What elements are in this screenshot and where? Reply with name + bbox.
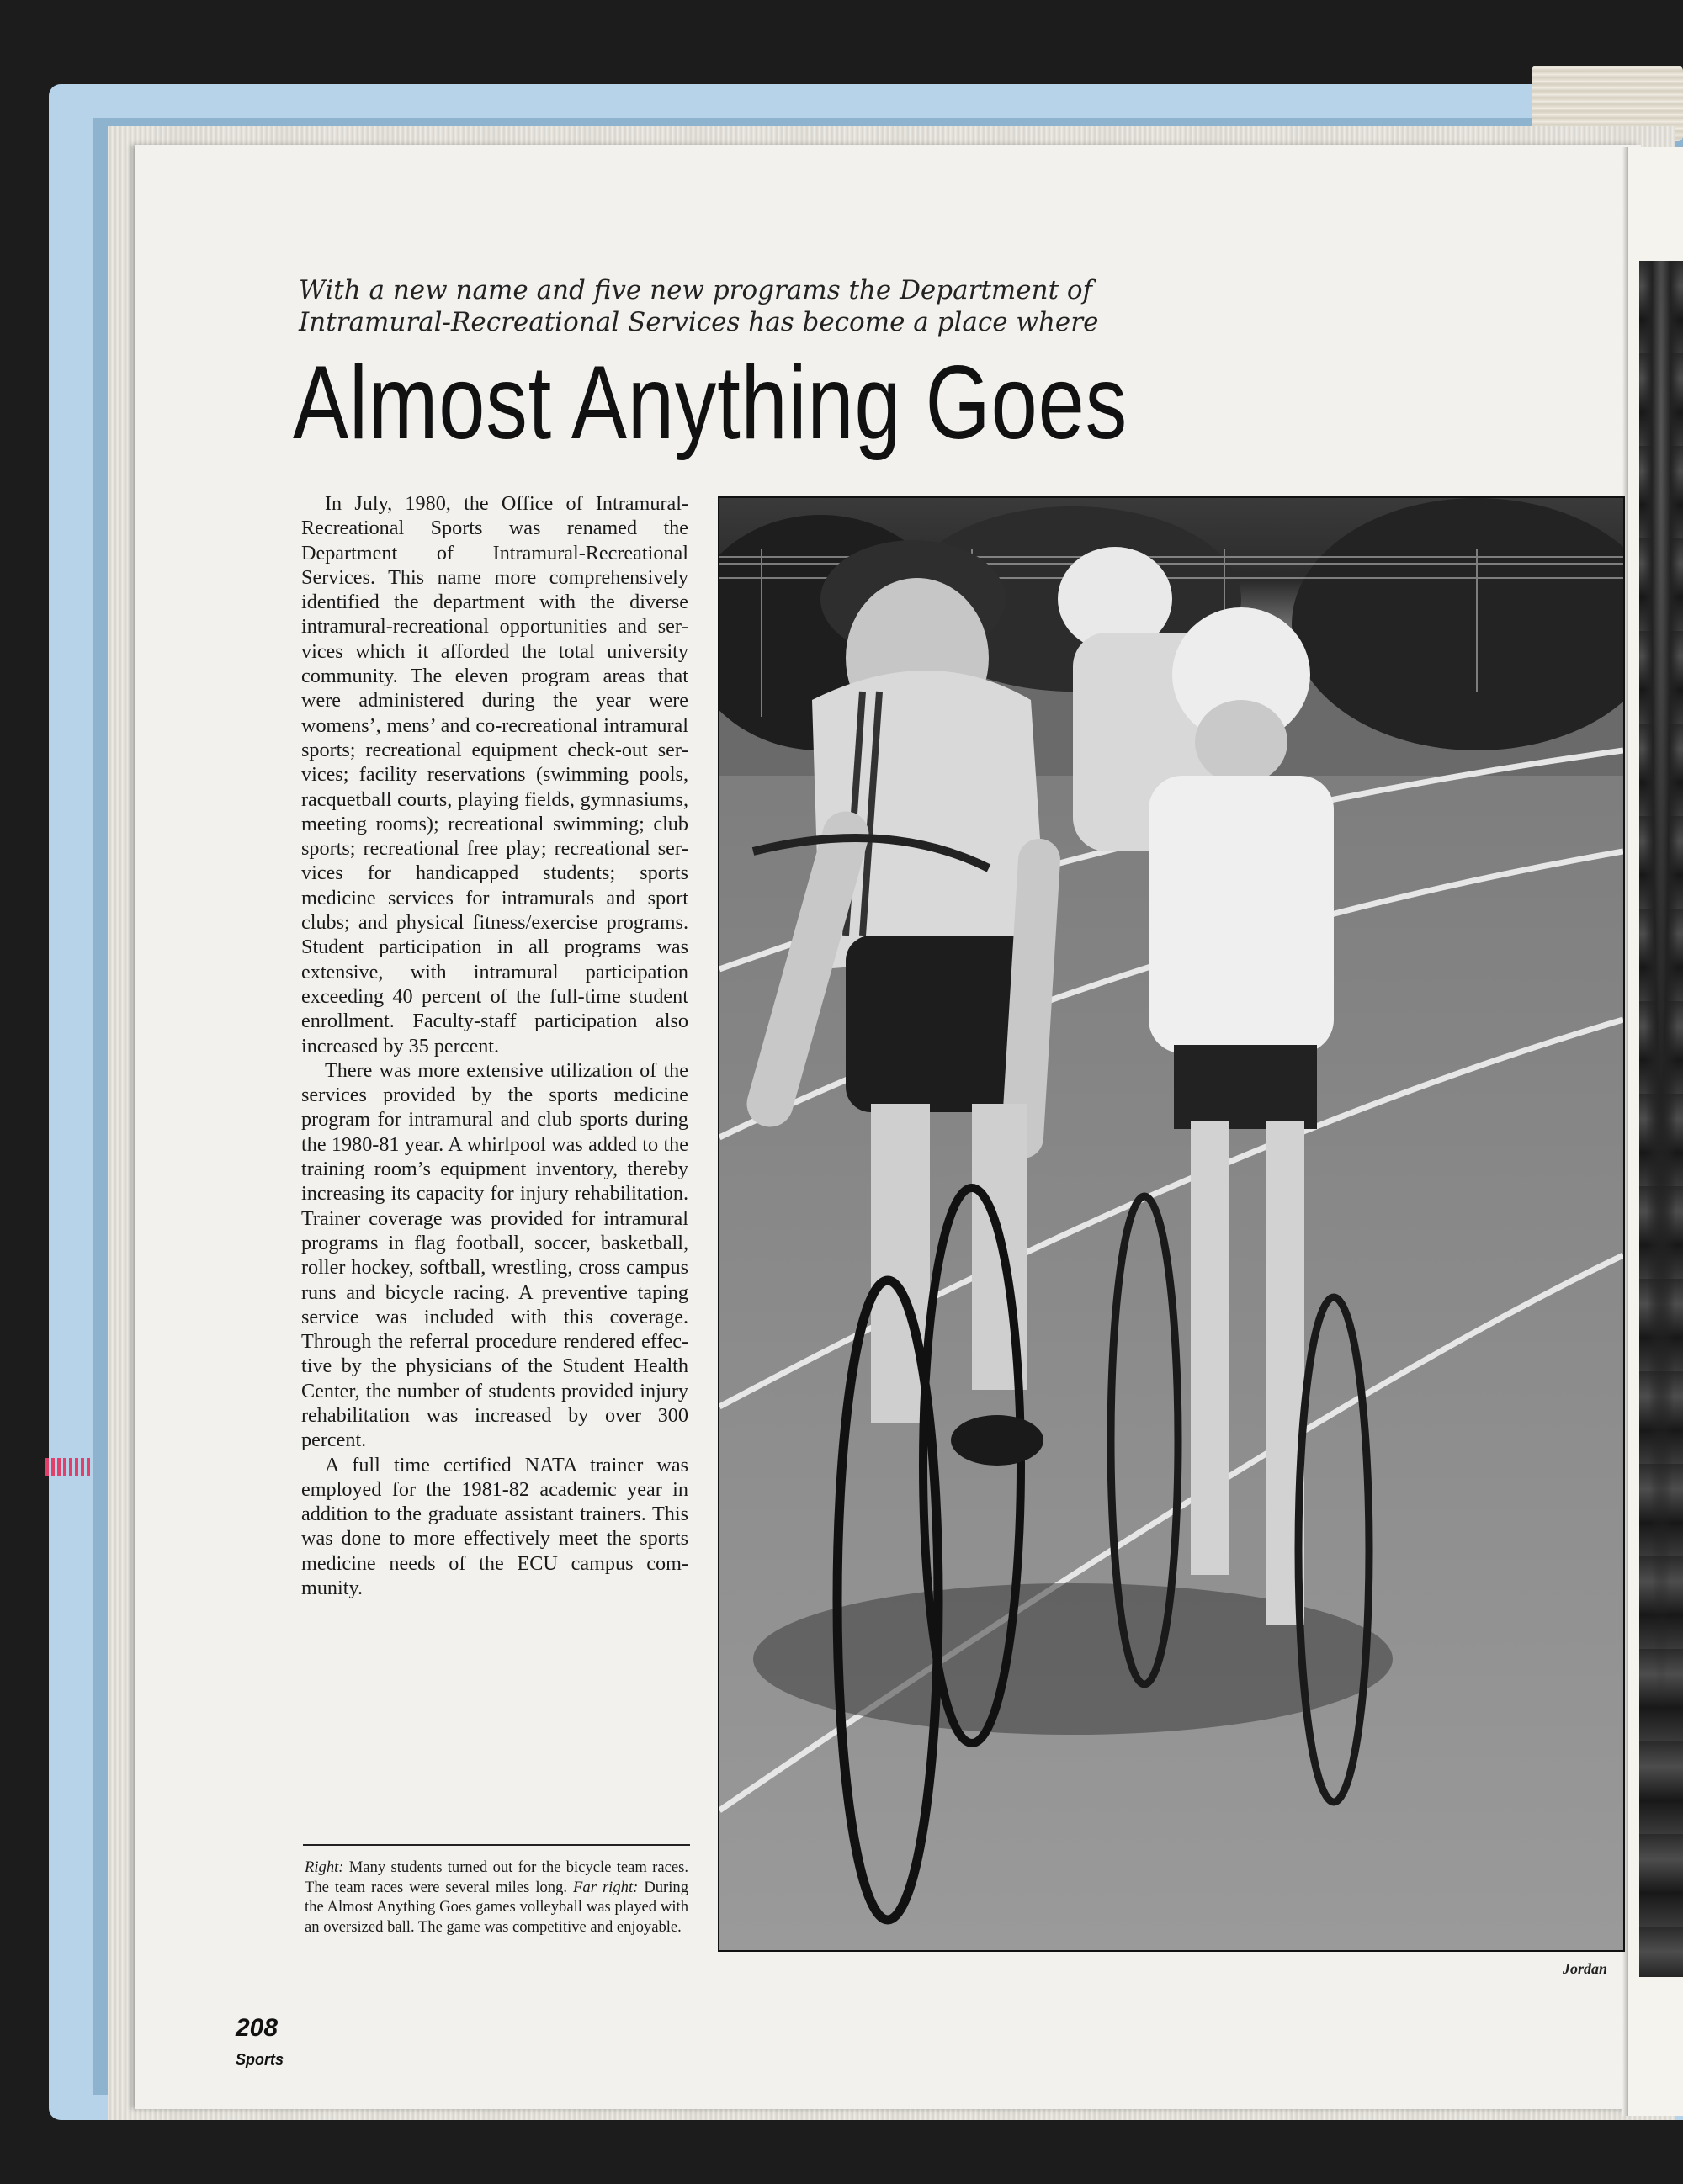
intro-line-1: With a new name and five new programs the Department of — [299, 275, 1093, 305]
photo-illustration — [719, 498, 1623, 1950]
caption-right-text: Many students turned out for the bicycle team races. The team races were several miles long. — [305, 1858, 688, 1896]
caption-far-right-label: Far right: — [573, 1878, 639, 1896]
bicycle-race-photo — [718, 496, 1625, 1952]
photo-caption — [305, 1858, 688, 1937]
paragraph-1: In July, 1980, the Office of Intramural-Recreational Sports was renamed the Department of Intramural-Recreational Services. This name more comprehensively identified the department with the diverse intramural-recreational opportunities and services which it afforded the total university community. The eleven program areas that were administered during the year were womens’, mens’ and co-recreational intramural sports; recreational equipment check-out services; facility reservations (swimming pools, racquetball courts, playing fields, gymnasiums, meeting rooms); recreational swimming; club sports; recreational free play; recreational services for handicapped students; sports medicine services for intramurals and sport clubs; and physical fitness/exercise programs. Student participation in all programs was extensive, with intramural participation exceeding 40 percent of the full-time student enrollment. Faculty-staff participation also increased by 35 percent. — [301, 492, 688, 1058]
intro-line-2: Intramural-Recreational Services has become a place where — [299, 307, 1099, 337]
caption-rule — [303, 1844, 690, 1846]
intro-deck — [299, 274, 1182, 338]
caption-far-right-text: During the Almost Anything Goes games volleyball was played with an oversized ball. The game was competitive and enjoyable. — [305, 1878, 688, 1936]
photo-credit: Jordan — [1562, 1960, 1607, 1977]
paragraph-2: There was more extensive utilization of the services provided by the sports medicine program for intramural and club sports during the 1980-81 year. A whirlpool was added to the training room’s equipment inventory, thereby increasing its capacity for injury rehabilitation. Trainer coverage was provided for intramural programs in flag football, soccer, basketball, roller hockey, softball, wrestling, cross campus runs and bicycle racing. A preventive taping service was included with this coverage. Through the referral procedure rendered effective by the physicians of the Student Health Center, the number of students provided injury rehabilitation was increased by over 300 percent. — [301, 1058, 688, 1452]
article-body — [301, 491, 688, 1600]
section-label: Sports — [236, 2051, 284, 2068]
cover-mark — [45, 1458, 93, 1476]
facing-page-photo — [1639, 261, 1683, 1977]
page-number: 208 — [236, 2014, 279, 2042]
headline: Almost Anything Goes — [293, 345, 1128, 461]
caption-right-label: Right: — [305, 1858, 344, 1876]
paragraph-3: A full time certified NATA trainer was employed for the 1981-82 academic year in addition to the graduate assistant trainers. This was done to more effectively meet the sports medicine needs of the ECU campus community. — [301, 1453, 688, 1600]
